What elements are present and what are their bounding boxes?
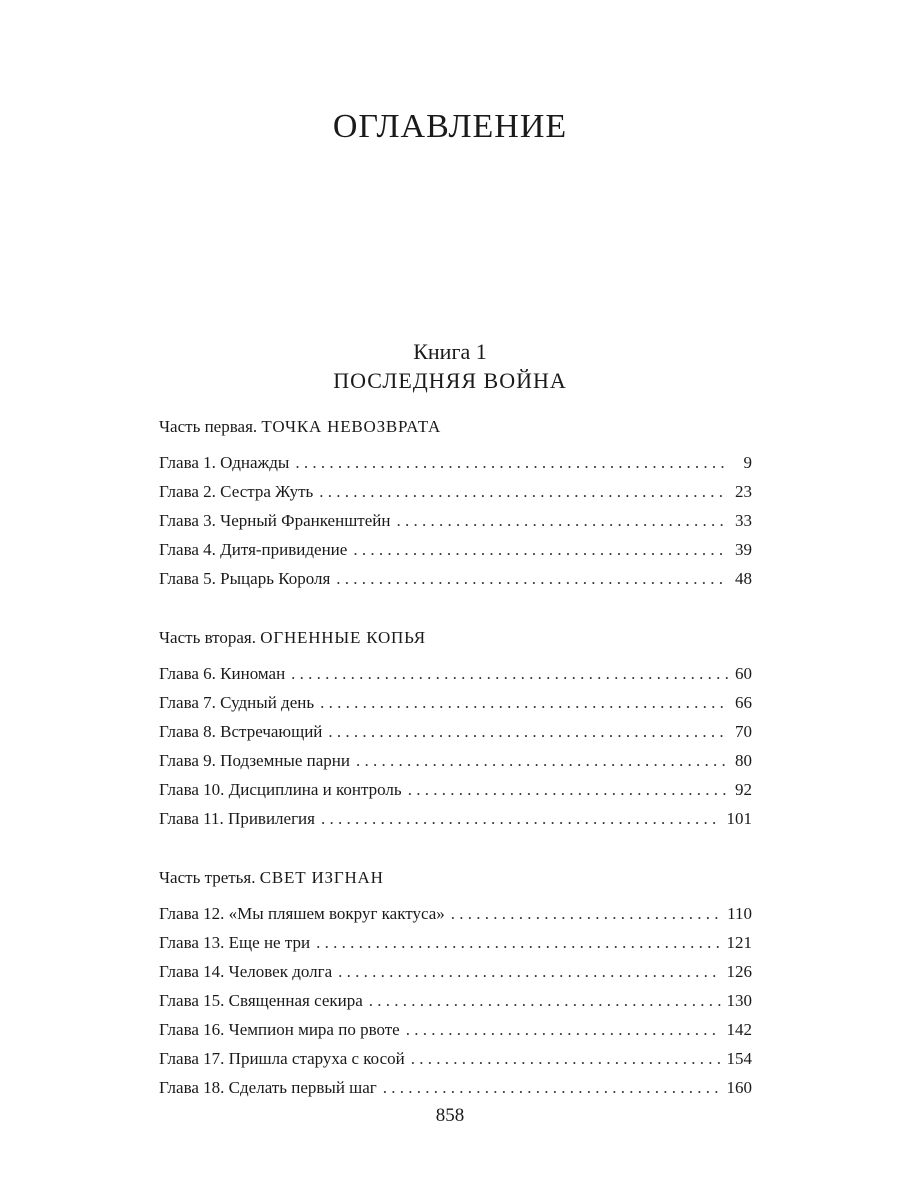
- toc-entry: [159, 957, 752, 986]
- toc-entry: [159, 1073, 752, 1102]
- part-title: СВЕТ ИЗГНАН: [259, 868, 384, 887]
- chapter-page-number: 60: [735, 664, 752, 683]
- dot-leader: [383, 1073, 721, 1102]
- chapter-title: Глава 3. Черный Франкенштейн: [159, 511, 391, 530]
- chapter-title: Глава 7. Судный день: [159, 693, 315, 712]
- chapter-title: Глава 17. Пришла старуха с косой: [159, 1049, 405, 1068]
- chapter-page-number: 70: [735, 722, 752, 741]
- dot-leader: [369, 986, 721, 1015]
- chapter-page-number: 126: [726, 962, 752, 981]
- chapter-page-number: 101: [726, 809, 752, 828]
- dot-leader: [406, 1015, 721, 1044]
- toc-entry: [159, 717, 752, 746]
- table-of-contents: [159, 412, 752, 1132]
- chapter-title: Глава 11. Привилегия: [159, 809, 315, 828]
- toc-entry: [159, 986, 752, 1015]
- chapter-title: Глава 14. Человек долга: [159, 962, 333, 981]
- chapter-page-number: 33: [735, 511, 752, 530]
- chapter-page-number: 160: [726, 1078, 752, 1097]
- part-label: Часть первая.: [159, 417, 258, 436]
- toc-entry: [159, 1044, 752, 1073]
- dot-leader: [336, 564, 728, 593]
- toc-entry: [159, 448, 752, 477]
- part-heading: [159, 863, 752, 893]
- dot-leader: [353, 535, 728, 564]
- dot-leader: [316, 928, 720, 957]
- chapter-title: Глава 16. Чемпион мира по рвоте: [159, 1020, 400, 1039]
- dot-leader: [451, 899, 721, 928]
- chapter-page-number: 9: [743, 453, 752, 472]
- chapter-title: Глава 9. Подземные парни: [159, 751, 350, 770]
- toc-entry: [159, 1015, 752, 1044]
- dot-leader: [319, 477, 728, 506]
- chapter-title: Глава 13. Еще не три: [159, 933, 311, 952]
- chapter-page-number: 23: [735, 482, 752, 501]
- chapter-title: Глава 4. Дитя-привидение: [159, 540, 348, 559]
- chapter-page-number: 92: [735, 780, 752, 799]
- part-label: Часть третья.: [159, 868, 256, 887]
- chapter-title: Глава 1. Однажды: [159, 453, 290, 472]
- chapter-title: Глава 10. Дисциплина и контроль: [159, 780, 402, 799]
- chapter-title: Глава 15. Священная секира: [159, 991, 363, 1010]
- chapter-title: Глава 2. Сестра Жуть: [159, 482, 314, 501]
- chapter-page-number: 130: [726, 991, 752, 1010]
- toc-entry: [159, 746, 752, 775]
- part-label: Часть вторая.: [159, 628, 256, 647]
- toc-entry: [159, 775, 752, 804]
- page-number: 858: [435, 1105, 465, 1126]
- chapter-page-number: 110: [727, 904, 752, 923]
- part-heading: [159, 412, 752, 442]
- chapter-page-number: 154: [726, 1049, 752, 1068]
- chapter-page-number: 142: [726, 1020, 752, 1039]
- chapter-title: Глава 12. «Мы пляшем вокруг кактуса»: [159, 904, 445, 923]
- chapter-page-number: 80: [735, 751, 752, 770]
- dot-leader: [396, 506, 728, 535]
- toc-entry: [159, 535, 752, 564]
- part-title: ОГНЕННЫЕ КОПЬЯ: [260, 628, 426, 647]
- toc-entry: [159, 928, 752, 957]
- book-heading: [0, 338, 900, 396]
- toc-entry: [159, 659, 752, 688]
- toc-entry: [159, 899, 752, 928]
- chapter-page-number: 66: [735, 693, 752, 712]
- dot-leader: [295, 448, 728, 477]
- toc-entry: [159, 564, 752, 593]
- chapter-title: Глава 8. Встречающий: [159, 722, 323, 741]
- page-title: ОГЛАВЛЕНИЕ: [332, 108, 568, 145]
- toc-part: [159, 863, 752, 1102]
- toc-entry: [159, 506, 752, 535]
- dot-leader: [291, 659, 728, 688]
- toc-entry: [159, 477, 752, 506]
- chapter-title: Глава 6. Киноман: [159, 664, 286, 683]
- chapter-title: Глава 5. Рыцарь Короля: [159, 569, 331, 588]
- chapter-title: Глава 18. Сделать первый шаг: [159, 1078, 377, 1097]
- chapter-page-number: 39: [735, 540, 752, 559]
- dot-leader: [356, 746, 728, 775]
- book-number: Книга 1: [413, 339, 487, 364]
- part-heading: [159, 623, 752, 653]
- toc-part: [159, 412, 752, 593]
- chapter-page-number: 48: [735, 569, 752, 588]
- dot-leader: [338, 957, 720, 986]
- part-title: ТОЧКА НЕВОЗВРАТА: [261, 417, 442, 436]
- dot-leader: [321, 804, 721, 833]
- chapter-page-number: 121: [726, 933, 752, 952]
- dot-leader: [320, 688, 728, 717]
- toc-entry: [159, 804, 752, 833]
- dot-leader: [411, 1044, 721, 1073]
- toc-part: [159, 623, 752, 833]
- toc-entry: [159, 688, 752, 717]
- dot-leader: [408, 775, 728, 804]
- book-title: ПОСЛЕДНЯЯ ВОЙНА: [333, 368, 567, 393]
- dot-leader: [328, 717, 728, 746]
